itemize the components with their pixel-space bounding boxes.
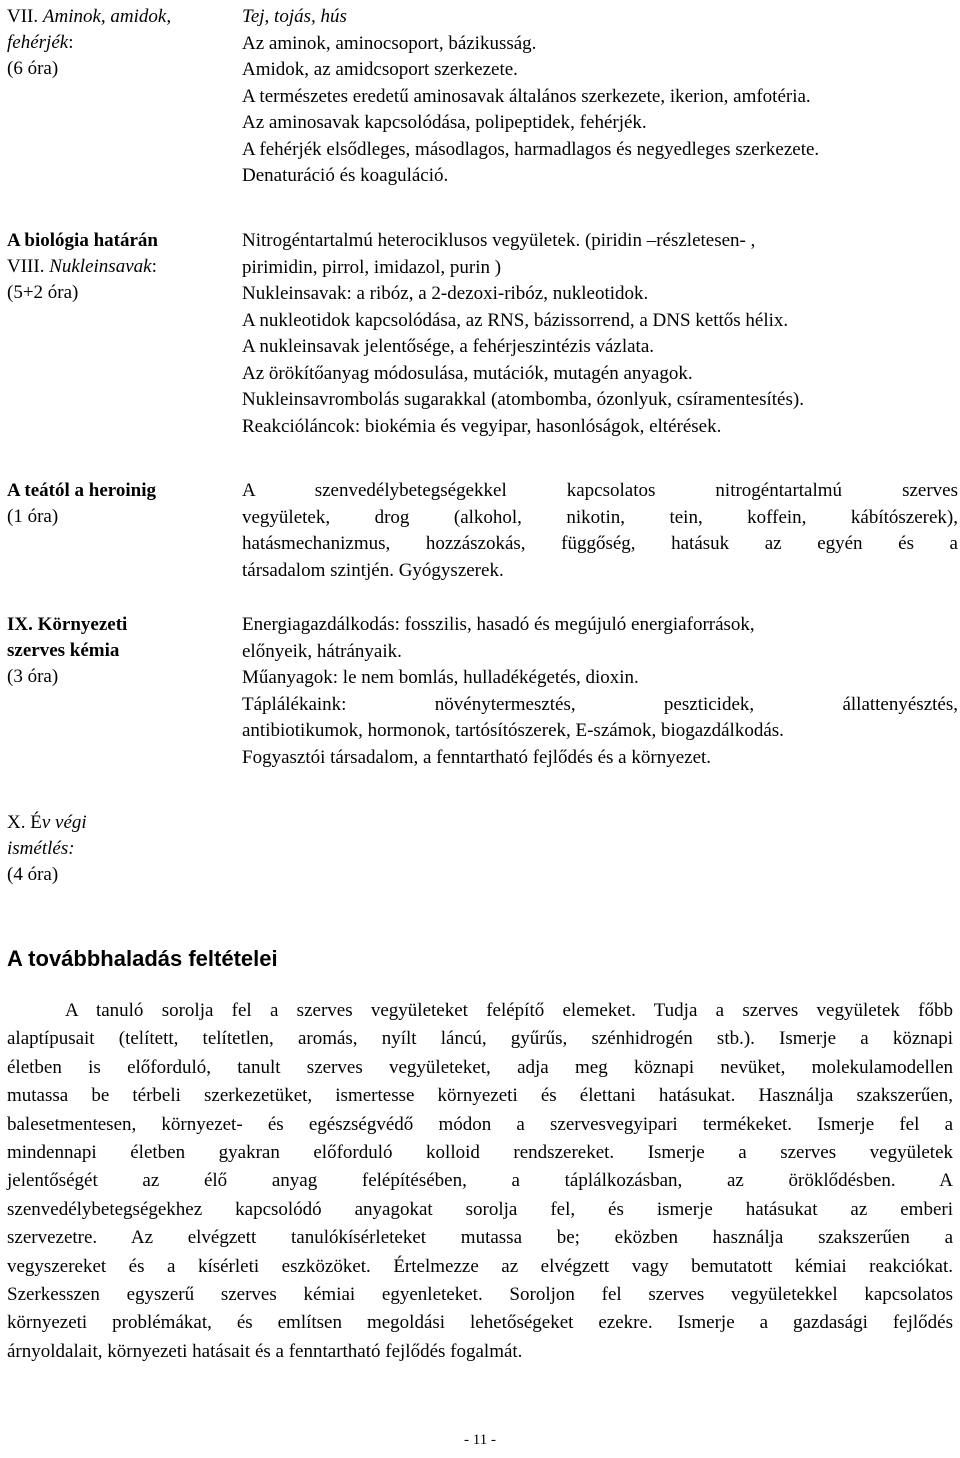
topic-title-text: : [68, 32, 74, 53]
topic-content-line: társadalom szintjén. Gyógyszerek. [242, 559, 504, 581]
paragraph-line: környezeti problémákat, és említsen megoldási lehetőségeket ezekre. Ismerje a gazdasági fejlődés [7, 1312, 953, 1334]
topic-title-text: X. É [7, 812, 42, 833]
topic-content-line: Amidok, az amidcsoport szerkezete. [242, 59, 518, 80]
topic-content-line: Műanyagok: le nem bomlás, hulladékégetés, dioxin. [242, 667, 639, 688]
topic-title-text: VII. [7, 6, 43, 27]
topic-content-line: Nukleinsavak: a ribóz, a 2-dezoxi-ribóz, nukleotidok. [242, 283, 649, 304]
topic-title-line [7, 254, 227, 280]
paragraph-line: vegyszereket és a kísérleti eszközöket. Értelmezze az elvégzett vagy bemutatott kémiai reakciókat. [7, 1255, 953, 1277]
topic-title-text: Nukleinsavak [49, 256, 152, 277]
topic-content-line: Nukleinsavrombolás sugarakkal (atombomba, ózonlyuk, csíramentesítés). [242, 389, 804, 410]
topic-content-line: vegyületek, drog (alkohol, nikotin, tein, koffein, kábítószerek), [242, 506, 958, 528]
topic-content-line: Nitrogéntartalmú heterociklusos vegyületek. (piridin –részletesen- , [242, 230, 756, 251]
topic-content [242, 4, 958, 190]
paragraph-line: alaptípusait (telített, telítetlen, aromás, nyílt láncú, gyűrűs, szénhidrogén stb.). Ismerje a köznapi [7, 1028, 953, 1050]
topic-title-line [7, 56, 227, 82]
paragraph-line: árnyoldalait, környezeti hatásait és a fenntartható fejlődés fogalmát. [7, 1340, 523, 1362]
paragraph-line: jelentőségét az élő anyag felépítésében, a táplálkozásban, az öröklődésben. A [7, 1170, 953, 1192]
topic-title-text: A biológia határán [7, 230, 158, 251]
topic-title [7, 4, 227, 82]
topic-title-text: fehérjék [7, 32, 69, 53]
topic-title-line [7, 30, 227, 56]
topic-title-text: (4 óra) [7, 864, 59, 885]
topic-title-text: (1 óra) [7, 506, 59, 527]
topic-content-line: Energiagazdálkodás: fosszilis, hasadó és megújuló energiaforrások, [242, 614, 755, 635]
topic-title [7, 612, 227, 690]
topic-content-line: antibiotikumok, hormonok, tartósítószerek, E-számok, biogazdálkodás. [242, 720, 784, 741]
topic-title-line [7, 862, 227, 888]
topic-content-line: hatásmechanizmus, hozzászokás, függőség, hatásuk az egyén és a [242, 533, 958, 554]
topic-title-line [7, 228, 227, 254]
topic-content-line: Az örökítőanyag módosulása, mutációk, mutagén anyagok. [242, 362, 693, 384]
topic-title-line [7, 280, 227, 306]
topic-title-text: (5+2 óra) [7, 282, 79, 303]
topic-title-text: (3 óra) [7, 666, 59, 687]
requirements-paragraph [7, 997, 953, 1366]
topic-content-line: A nukleinsavak jelentősége, a fehérjeszintézis vázlata. [242, 336, 655, 357]
topic-title-text: szerves kémia [7, 640, 120, 661]
page-number: - 11 - [464, 1432, 496, 1448]
topic-title-line [7, 612, 227, 638]
topic-title-text: IX. Környezeti [7, 614, 128, 635]
topic-content-line: Denaturáció és koaguláció. [242, 165, 449, 186]
topic-title-line [7, 810, 227, 836]
topic-content-line: Táplálékaink: növénytermesztés, peszticidek, állattenyésztés, [242, 693, 958, 715]
topic-title-line [7, 478, 227, 504]
topic-title-line [7, 638, 227, 664]
paragraph-line: balesetmentesen, környezet- és egészségvédő módon a szervesvegyipari termékeket. Ismerje fel a [7, 1113, 953, 1135]
paragraph-line: mindennapi életben gyakran előforduló kolloid rendszereket. Ismerje a szerves vegyületek [7, 1142, 953, 1164]
topic-title-line [7, 4, 227, 30]
topic-title-line [7, 836, 227, 862]
paragraph-line: A tanuló sorolja fel a szerves vegyületeket felépítő elemeket. Tudja a szerves vegyületek főbb [65, 1000, 953, 1021]
topic-title-line [7, 504, 227, 530]
topic-content-line: Fogyasztói társadalom, a fenntartható fejlődés és a környezet. [242, 746, 712, 768]
topic-title-text: v végi [41, 812, 87, 833]
paragraph-line: Szerkesszen egyszerű szerves kémiai egyenleteket. Soroljon fel szerves vegyületekkel kapcsolatos [7, 1284, 953, 1306]
topic-content-line: A nukleotidok kapcsolódása, az RNS, bázissorrend, a DNS kettős hélix. [242, 309, 789, 331]
topic-content [242, 228, 958, 440]
topic-content-line: Az aminok, aminocsoport, bázikusság. [242, 32, 537, 54]
topic-content-line: előnyeik, hátrányaik. [242, 640, 402, 662]
paragraph-line: szervezetre. Az elvégzett tanulókísérleteket mutassa be; eközben használja szakszerűen a [7, 1227, 953, 1249]
topic-title-text: ismétlés: [7, 838, 75, 859]
topic-title-line [7, 664, 227, 690]
topic-title-text: : [151, 256, 157, 277]
topic-content-line: pirimidin, pirrol, imidazol, purin ) [242, 256, 502, 278]
topic-content-line: Az aminosavak kapcsolódása, polipeptidek, fehérjék. [242, 112, 647, 133]
topic-title-text: VIII. [7, 256, 50, 277]
topic-title-text: Aminok, amidok, [42, 6, 172, 27]
topic-content-line: Reakcióláncok: biokémia és vegyipar, hasonlóságok, eltérések. [242, 415, 722, 437]
topic-title [7, 810, 227, 888]
topic-content [242, 478, 958, 584]
topic-content-line: A természetes eredetű aminosavak általános szerkezete, ikerion, amfotéria. [242, 85, 811, 107]
topic-content-line: Tej, tojás, hús [242, 6, 347, 27]
topic-content-line: A szenvedélybetegségekkel kapcsolatos nitrogéntartalmú szerves [242, 480, 958, 501]
topic-content-line: A fehérjék elsődleges, másodlagos, harmadlagos és negyedleges szerkezete. [242, 138, 820, 160]
paragraph-line: életben is előforduló, tanult szerves vegyületeket, adja meg köznapi nevüket, molekulamodellen [7, 1056, 953, 1078]
paragraph-line: szenvedélybetegségekhez kapcsolódó anyagokat sorolja fel, és ismerje hatásukat az emberi [7, 1198, 953, 1220]
topic-content [242, 612, 958, 771]
topic-title-text: A teától a heroinig [7, 480, 157, 501]
topic-title [7, 478, 227, 530]
topic-title-text: (6 óra) [7, 58, 59, 79]
paragraph-line: mutassa be térbeli szerkezetüket, ismertesse környezeti és élettani hatásukat. Használja szakszerűen, [7, 1085, 953, 1107]
section-heading: A továbbhaladás feltételei [7, 946, 278, 971]
topic-title [7, 228, 227, 306]
